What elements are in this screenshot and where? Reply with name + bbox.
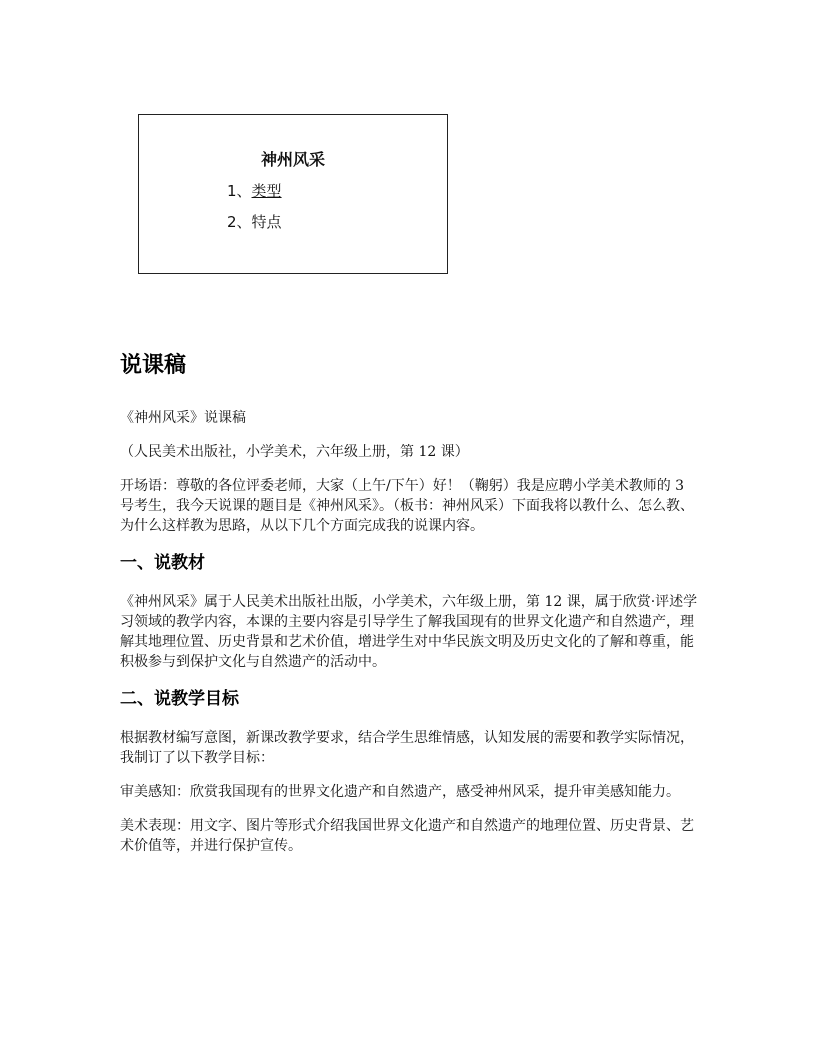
lesson-subtitle: 《神州风采》说课稿 bbox=[120, 410, 246, 426]
document-title: 说课稿 bbox=[120, 353, 187, 378]
section-body-textbook: 《神州风采》属于人民美术出版社出版，小学美术，六年级上册，第 12 课，属于欣赏·评述学习领域的教学内容，本课的主要内容是引导学生了解我国现有的世界文化遗产和自然遗产，理解其地理位置、历史背景和艺术价值，增进学生对中华民族文明及历史文化的了解和尊重，能积极参与到保护文化与自然遗产的活动中。 bbox=[120, 594, 698, 670]
board-title: 神州风采 bbox=[260, 150, 325, 169]
board-item-type-number: 1、 bbox=[227, 182, 252, 200]
objectives-intro: 根据教材编写意图，新课改教学要求，结合学生思维情感，认知发展的需要和教学实际情况，我制订了以下教学目标： bbox=[120, 730, 694, 766]
lesson-source: （人民美术出版社，小学美术，六年级上册，第 12 课） bbox=[120, 444, 469, 460]
document-body bbox=[120, 350, 700, 870]
objective-art-expression: 美术表现：用文字、图片等形式介绍我国世界文化遗产和自然遗产的地理位置、历史背景、艺术价值等，并进行保护宣传。 bbox=[120, 818, 694, 854]
board-item-type-label: 类型 bbox=[251, 182, 282, 200]
objective-aesthetic-perception: 审美感知：欣赏我国现有的世界文化遗产和自然遗产，感受神州风采，提升审美感知能力。 bbox=[120, 784, 680, 800]
blackboard-design-box bbox=[138, 114, 448, 274]
board-item-features: 2、特点 bbox=[227, 213, 282, 231]
opening-remarks: 开场语：尊敬的各位评委老师，大家（上午/下午）好！（鞠躬）我是应聘小学美术教师的 3 号考生，我今天说课的题目是《神州风采》。（板书：神州风采）下面我将以教什么、怎么教、为什么这样教为思路，从以下几个方面完成我的说课内容。 bbox=[120, 478, 694, 534]
section-heading-textbook: 一、说教材 bbox=[120, 553, 205, 573]
section-heading-objectives: 二、说教学目标 bbox=[120, 689, 239, 709]
board-item-type bbox=[227, 180, 282, 201]
